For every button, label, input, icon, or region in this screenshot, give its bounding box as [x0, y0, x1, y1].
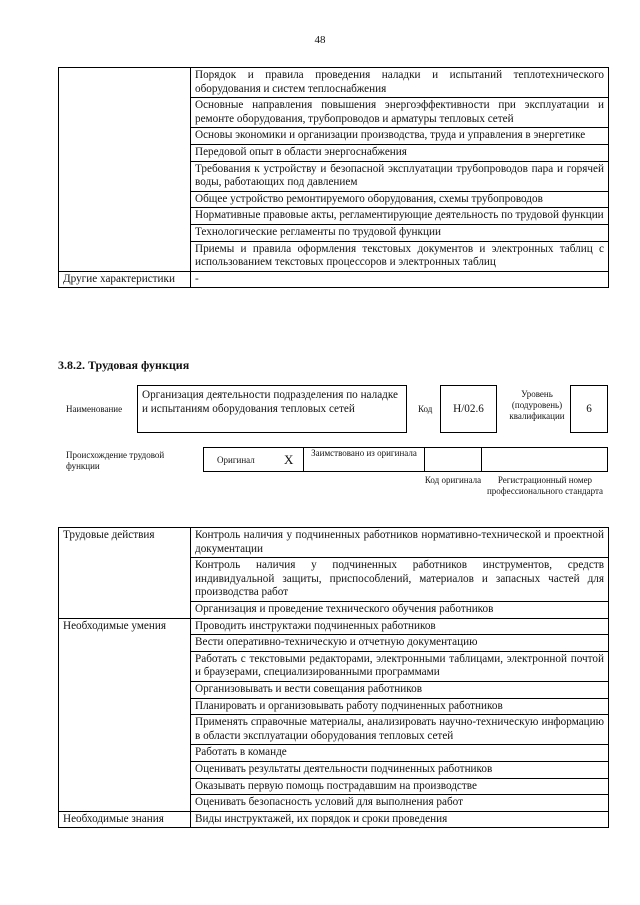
original-label: Оригинал	[217, 455, 255, 465]
row-text-cell: Организация и проведение технического обучения работников	[191, 601, 609, 618]
row-text-cell: Технологические регламенты по трудовой функции	[191, 224, 609, 241]
row-text-cell: Приемы и правила оформления текстовых документов и электронных таблиц с использованием текстовых процессоров и электронных таблиц	[191, 241, 609, 271]
borrowed-label: Заимствовано из оригинала	[311, 448, 417, 458]
origin-code-cell	[424, 447, 482, 472]
row-text-cell: Работать с текстовыми редакторами, электронными таблицами, электронной почтой и браузерами, специализированными программами	[191, 651, 609, 681]
row-text-cell: Порядок и правила проведения наладки и испытаний теплотехнического оборудования и систем теплоснабжения	[191, 68, 609, 98]
row-text-cell: Работать в команде	[191, 745, 609, 762]
action-row	[59, 528, 609, 558]
function-details-table	[58, 527, 609, 828]
code-box	[440, 385, 497, 433]
row-text-cell: Оказывать первую помощь пострадавшим на производстве	[191, 778, 609, 795]
requirement-row	[59, 68, 609, 98]
level-label: Уровень (подуровень) квалификации	[509, 389, 565, 421]
level-value: 6	[586, 403, 592, 415]
row-label-cell: Другие характеристики	[59, 271, 191, 288]
row-text-cell: Организовывать и вести совещания работников	[191, 681, 609, 698]
origin-label: Происхождение трудовой функции	[66, 450, 165, 471]
row-text-cell: Нормативные правовые акты, регламентирующие деятельность по трудовой функции	[191, 208, 609, 225]
row-label-cell: Необходимые знания	[59, 811, 191, 828]
page-number: 48	[314, 34, 326, 46]
row-text-cell: Оценивать безопасность условий для выполнения работ	[191, 795, 609, 812]
skill-row	[59, 618, 609, 635]
requirements-table-continued	[58, 67, 609, 288]
original-mark: X	[284, 452, 294, 467]
name-label: Наименование	[66, 404, 123, 414]
other-characteristics-row	[59, 271, 609, 288]
code-label: Код	[418, 404, 433, 414]
row-text-cell: Контроль наличия у подчиненных работников нормативно-технической и проектной документации	[191, 528, 609, 558]
function-code: Н/02.6	[453, 403, 484, 415]
row-text-cell: Требования к устройству и безопасной эксплуатации трубопроводов пара и горячей воды, работающих под давлением	[191, 161, 609, 191]
row-text-cell: Проводить инструктажи подчиненных работников	[191, 618, 609, 635]
knowledge-row	[59, 811, 609, 828]
row-text-cell: Основы экономики и организации производства, труда и управления в энергетике	[191, 128, 609, 145]
code-caption: Код оригинала	[424, 475, 482, 485]
level-box	[570, 385, 608, 433]
row-text-cell: Применять справочные материалы, анализировать научно-техническую информацию в области эксплуатации оборудования тепловых сетей	[191, 715, 609, 745]
row-text-cell: Виды инструктажей, их порядок и сроки проведения	[191, 811, 609, 828]
row-text-cell: Передовой опыт в области энергоснабжения	[191, 144, 609, 161]
row-text-cell: Контроль наличия у подчиненных работников инструментов, средств индивидуальной защиты, приспособлений, материалов и запасных частей для производства работ	[191, 558, 609, 602]
row-text-cell: Основные направления повышения энергоэффективности при эксплуатации и ремонте оборудования, трубопроводов и арматуры тепловых сетей	[191, 98, 609, 128]
function-name-box	[137, 385, 407, 433]
row-text-cell: Оценивать результаты деятельности подчиненных работников	[191, 761, 609, 778]
function-name: Организация деятельности подразделения по наладке и испытаниям оборудования тепловых сетей	[142, 389, 398, 415]
row-label-cell	[59, 68, 191, 272]
row-label-cell: Трудовые действия	[59, 528, 191, 619]
row-text-cell: Планировать и организовывать работу подчиненных работников	[191, 698, 609, 715]
row-text-cell: Общее устройство ремонтируемого оборудования, схемы трубопроводов	[191, 191, 609, 208]
row-text-cell: -	[191, 271, 609, 288]
section-title: 3.8.2. Трудовая функция	[58, 358, 190, 372]
row-label-cell: Необходимые умения	[59, 618, 191, 811]
reg-caption: Регистрационный номер профессионального стандарта	[486, 475, 604, 496]
row-text-cell: Вести оперативно-техническую и отчетную документацию	[191, 635, 609, 652]
reg-number-cell	[481, 447, 608, 472]
